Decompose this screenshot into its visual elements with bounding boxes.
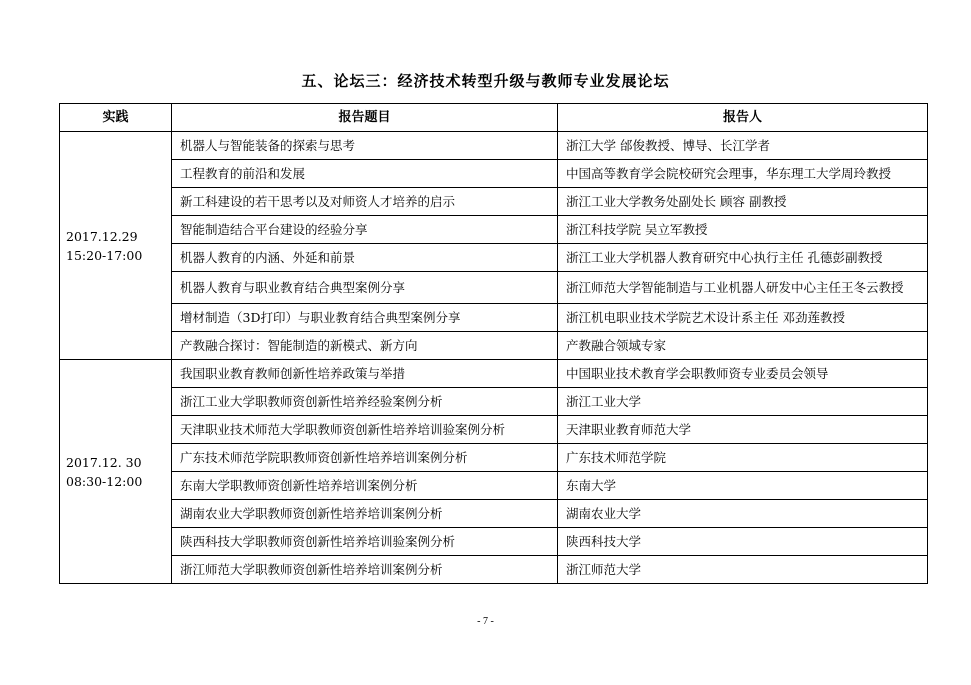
speaker-cell: 浙江师范大学 <box>558 556 928 584</box>
session-date: 2017.12.29 <box>66 228 138 244</box>
speaker-cell: 浙江工业大学 <box>558 388 928 416</box>
session-date: 2017.12. 30 <box>66 454 142 470</box>
topic-cell: 天津职业技术师范大学职教师资创新性培养培训验案例分析 <box>172 416 558 444</box>
table-row <box>60 416 928 444</box>
topic-cell: 浙江师范大学职教师资创新性培养培训案例分析 <box>172 556 558 584</box>
header-topic: 报告题目 <box>172 104 558 132</box>
speaker-cell: 浙江大学 邰俊教授、博导、长江学者 <box>558 132 928 160</box>
topic-cell: 工程教育的前沿和发展 <box>172 160 558 188</box>
speaker-cell: 浙江师范大学智能制造与工业机器人研发中心主任王冬云教授 <box>558 272 928 304</box>
session-1-time-cell <box>60 132 172 360</box>
speaker-cell: 浙江工业大学机器人教育研究中心执行主任 孔德彭副教授 <box>558 244 928 272</box>
topic-cell: 湖南农业大学职教师资创新性培养培训案例分析 <box>172 500 558 528</box>
speaker-cell: 中国高等教育学会院校研究会理事，华东理工大学周玲教授 <box>558 160 928 188</box>
table-row <box>60 272 928 304</box>
topic-cell: 智能制造结合平台建设的经验分享 <box>172 216 558 244</box>
speaker-cell: 浙江工业大学教务处副处长 顾容 副教授 <box>558 188 928 216</box>
topic-cell: 新工科建设的若干思考以及对师资人才培养的启示 <box>172 188 558 216</box>
speaker-cell: 湖南农业大学 <box>558 500 928 528</box>
header-speaker: 报告人 <box>558 104 928 132</box>
session-time: 08:30-12:00 <box>66 473 143 489</box>
topic-cell: 机器人与智能装备的探索与思考 <box>172 132 558 160</box>
table-row <box>60 360 928 388</box>
table-row <box>60 244 928 272</box>
session-time: 15:20-17:00 <box>66 247 143 263</box>
table-row <box>60 304 928 332</box>
table-row <box>60 132 928 160</box>
table-row <box>60 444 928 472</box>
speaker-cell: 广东技术师范学院 <box>558 444 928 472</box>
topic-cell: 产教融合探讨：智能制造的新模式、新方向 <box>172 332 558 360</box>
table-row <box>60 188 928 216</box>
topic-cell: 广东技术师范学院职教师资创新性培养培训案例分析 <box>172 444 558 472</box>
table-row <box>60 556 928 584</box>
session-2-time-cell <box>60 360 172 584</box>
speaker-cell: 天津职业教育师范大学 <box>558 416 928 444</box>
table-row <box>60 500 928 528</box>
speaker-cell: 陕西科技大学 <box>558 528 928 556</box>
forum-schedule-table <box>59 103 928 584</box>
speaker-cell: 浙江科技学院 吴立军教授 <box>558 216 928 244</box>
speaker-cell: 产教融合领域专家 <box>558 332 928 360</box>
page-title: 五、论坛三：经济技术转型升级与教师专业发展论坛 <box>301 72 670 90</box>
table-row <box>60 388 928 416</box>
table-row <box>60 332 928 360</box>
table-row <box>60 528 928 556</box>
speaker-cell: 东南大学 <box>558 472 928 500</box>
topic-cell: 机器人教育的内涵、外延和前景 <box>172 244 558 272</box>
speaker-cell: 浙江机电职业技术学院艺术设计系主任 邓劲莲教授 <box>558 304 928 332</box>
topic-cell: 陕西科技大学职教师资创新性培养培训验案例分析 <box>172 528 558 556</box>
topic-cell: 我国职业教育教师创新性培养政策与举措 <box>172 360 558 388</box>
topic-cell: 机器人教育与职业教育结合典型案例分享 <box>172 272 558 304</box>
header-time: 实践 <box>60 104 172 132</box>
table-row <box>60 160 928 188</box>
topic-cell: 浙江工业大学职教师资创新性培养经验案例分析 <box>172 388 558 416</box>
table-row <box>60 472 928 500</box>
table-header-row <box>60 104 928 132</box>
page-number: - 7 - <box>477 616 494 627</box>
speaker-cell: 中国职业技术教育学会职教师资专业委员会领导 <box>558 360 928 388</box>
topic-cell: 增材制造（3D打印）与职业教育结合典型案例分享 <box>172 304 558 332</box>
table-row <box>60 216 928 244</box>
topic-cell: 东南大学职教师资创新性培养培训案例分析 <box>172 472 558 500</box>
